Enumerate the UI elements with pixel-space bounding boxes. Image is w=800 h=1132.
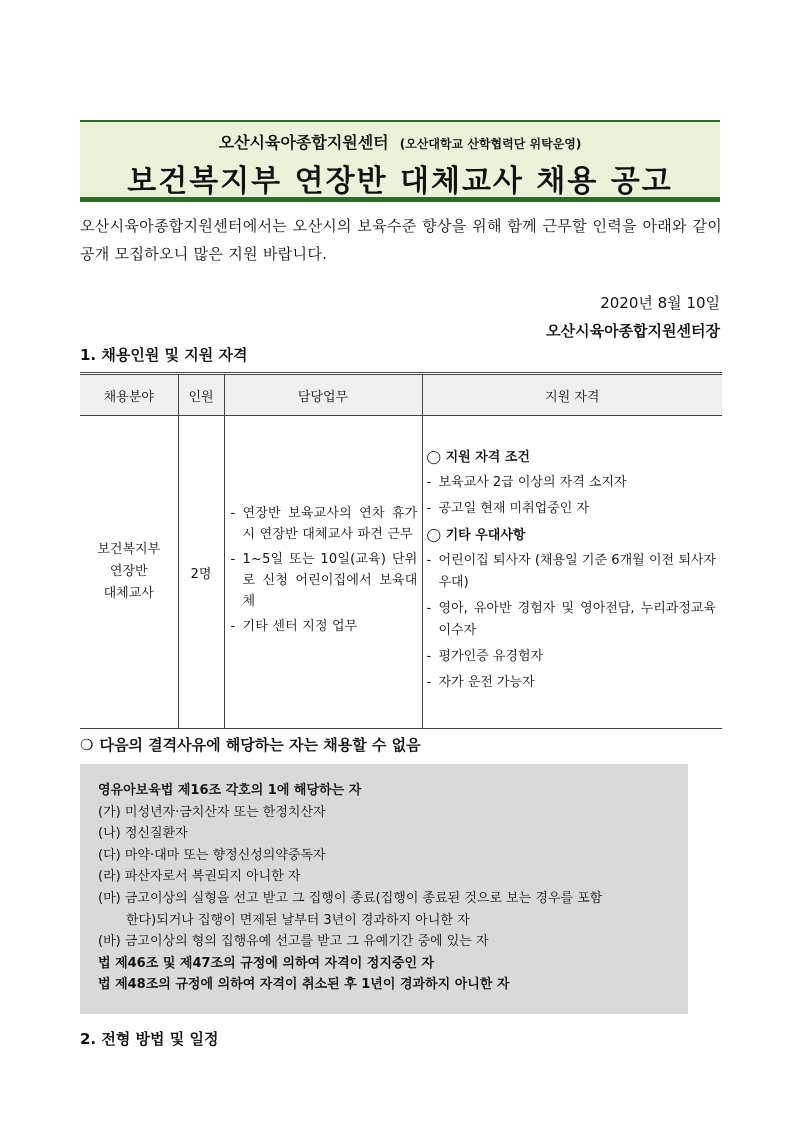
disq-line: 법 제46조 및 제47조의 규정에 의하여 자격이 정지중인 자 [98,955,435,971]
col-header-field: 채용분야 [80,374,178,416]
count-cell: 2명 [178,416,224,729]
duties-cell [224,416,422,729]
disq-line: 한다)되거나 집행이 면제된 날부터 3년이 경과하지 아니한 자 [126,912,470,928]
field-line: 보건복지부 [97,542,161,557]
announcement-header [80,120,720,202]
preference-item: - 영아, 유아반 경험자 및 영아전담, 누리과정교육 이수자 [427,598,717,642]
announcement-date: 2020년 8월 10일 [600,294,720,312]
table-row [80,416,722,729]
announcement-signer: 오산시육아종합지원센터장 [546,322,720,340]
preference-item: - 어린이집 퇴사자 (채용일 기준 6개월 이전 퇴사자 우대) [427,550,717,594]
disq-line: (나) 정신질환자 [98,826,188,842]
disq-line: 법 제48조의 규정에 의하여 자격이 취소된 후 1년이 경과하지 아니한 자 [98,977,510,993]
preference-item: - 자가 운전 가능자 [427,672,717,694]
section-1-title: 1. 채용인원 및 지원 자격 [80,346,248,364]
field-cell [80,416,178,729]
org-subtitle: (오산대학교 산학협력단 위탁운영) [399,137,582,151]
page-title: 보건복지부 연장반 대체교사 채용 공고 [127,164,673,199]
qualification-item: - 보육교사 2급 이상의 자격 소지자 [427,472,717,494]
disqualification-box [80,764,688,1014]
qualification-heading: ◯ 지원 자격 조건 [426,450,530,465]
disq-line: (다) 마약·대마 또는 향정신성의약중독자 [98,847,326,863]
recruitment-table [80,372,722,729]
intro-paragraph: 오산시육아종합지원센터에서는 오산시의 보육수준 향상을 위해 함께 근무할 인력을 아래와 같이 공개 모집하오니 많은 지원 바랍니다. [80,217,722,263]
preference-heading: ◯ 기타 우대사항 [426,528,526,543]
field-line: 대체교사 [103,586,154,601]
org-name: 오산시육아종합지원센터 [218,133,389,152]
qualification-item: - 공고일 현재 미취업중인 자 [427,498,717,520]
preference-item: - 평가인증 유경험자 [427,646,717,668]
disqualification-title-text: 다음의 결격사유에 해당하는 자는 채용할 수 없음 [99,736,421,754]
col-header-duties: 담당업무 [224,374,422,416]
table-header-row [80,374,722,416]
qualifications-cell [422,416,722,729]
col-header-qualifications: 지원 자격 [422,374,722,416]
section-2-title: 2. 전형 방법 및 일정 [80,1030,219,1048]
duty-item: - 기타 센터 지정 업무 [229,616,418,637]
disq-line: (라) 파산자로서 복권되지 아니한 자 [98,869,301,885]
duty-item: - 1~5일 또는 10일(교육) 단위로 신청 어린이집에서 보육대체 [229,549,418,612]
disqualification-title [80,734,421,755]
circle-bullet-icon: ❍ [80,736,94,754]
disq-line: (바) 금고이상의 형의 집행유예 선고를 받고 그 유예기간 중에 있는 자 [98,934,489,950]
disq-line: (마) 금고이상의 실형을 선고 받고 그 집행이 종료(집행이 종료된 것으로 보는 경우를 포함 [98,890,603,906]
duty-item: - 연장반 보육교사의 연차 휴가시 연장반 대체교사 파견 근무 [229,503,418,545]
disq-line: (가) 미성년자·금치산자 또는 한정치산자 [98,804,326,820]
col-header-count: 인원 [178,374,224,416]
field-line: 연장반 [109,564,148,579]
org-line [80,130,720,153]
disq-line: 영유아보육법 제16조 각호의 1에 해당하는 자 [98,783,362,798]
